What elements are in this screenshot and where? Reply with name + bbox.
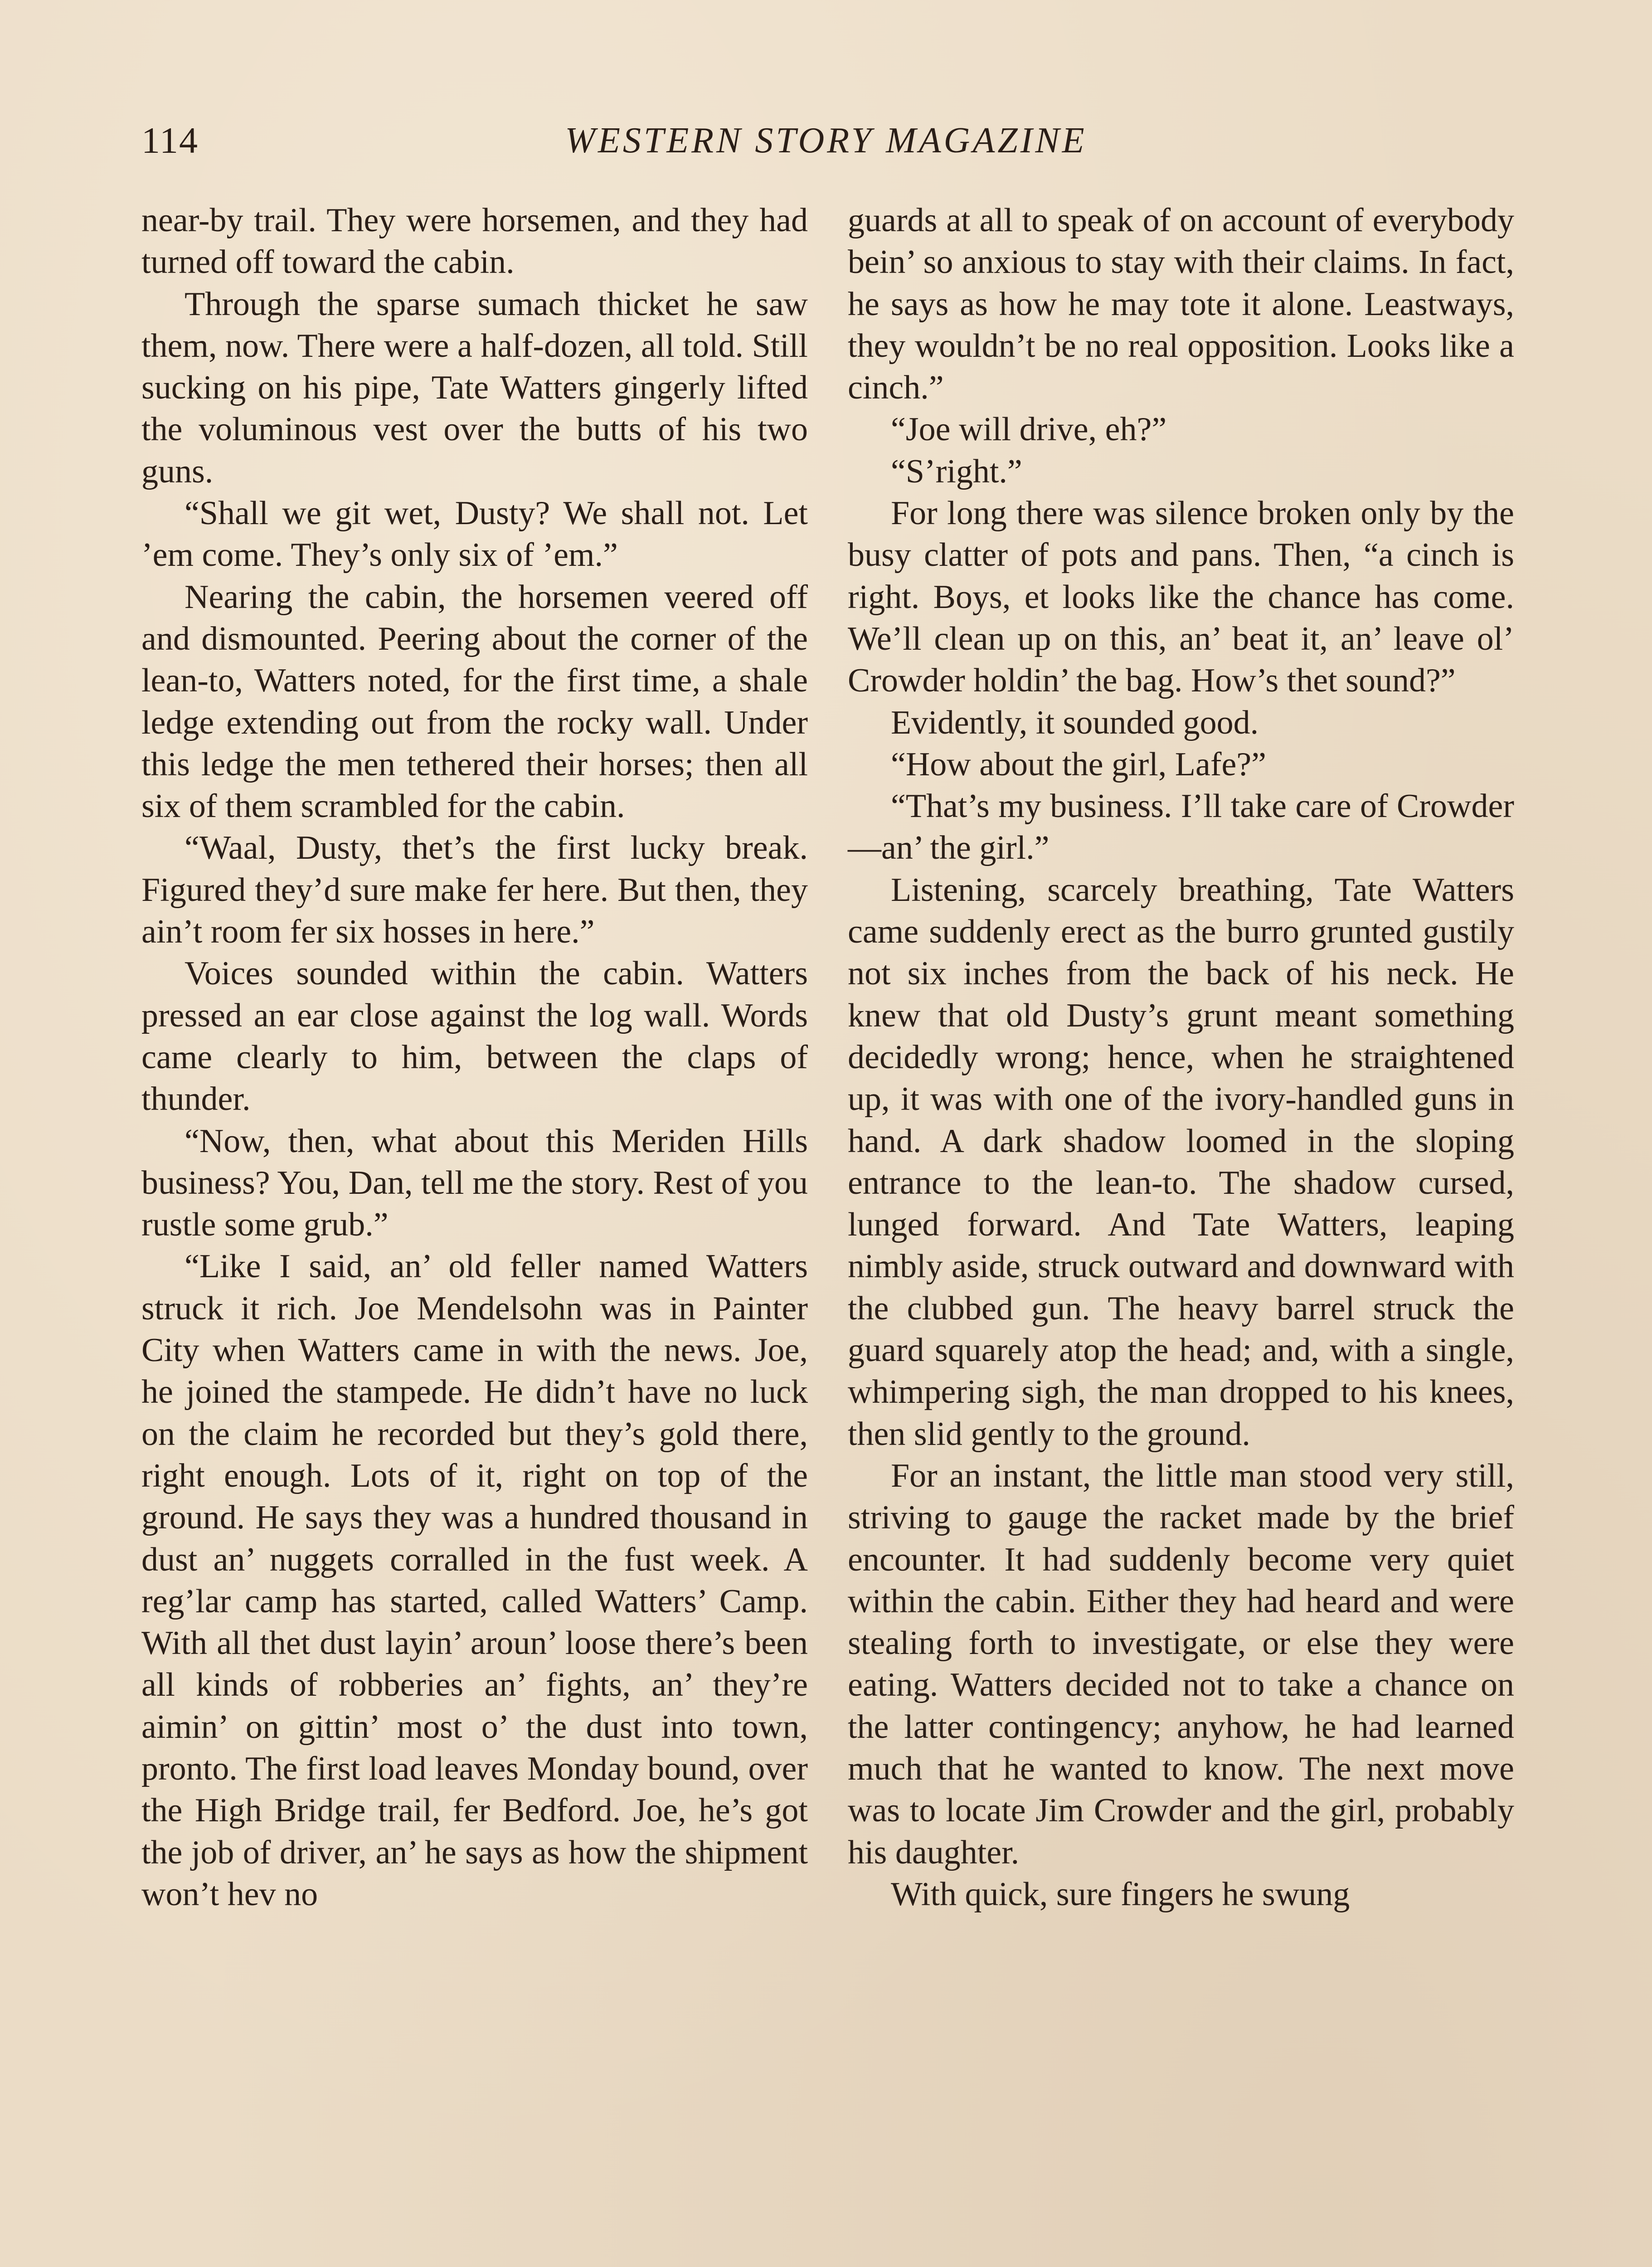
paragraph: “Shall we git wet, Dusty? We shall not. Let ’em come. They’s only six of ’em.” — [141, 495, 808, 574]
paragraph: Through the sparse sumach thicket he saw them, now. There were a half-dozen, all told. Still sucking on his pipe, Tate Watters gingerly lifted the voluminous vest over the butts of his two guns. — [141, 285, 808, 490]
paragraph: “How about the girl, Lafe?” — [891, 745, 1267, 783]
paragraph: Nearing the cabin, the horsemen veered off and dismounted. Peering about the corner of the lean-to, Watters noted, for the first time, a shale ledge extending out from the rocky wall. Under this ledge the men tethered their horses; then all six of them scrambled for the cabin. — [141, 578, 808, 825]
paragraph: “Now, then, what about this Meriden Hills business? You, Dan, tell me the story. Rest of you rustle some grub.” — [141, 1122, 808, 1244]
paragraph: With quick, sure fingers he swung — [891, 1875, 1350, 1913]
paragraph: “Like I said, an’ old feller named Watters struck it rich. Joe Mendelsohn was in Painter City when Watters came in with the news. Joe, he joined the stampede. He didn’t have no luck on the claim he recorded but they’s gold there, right enough. Lots of it, right on top of the ground. He says they was a hundred thousand in dust an’ nuggets corralled in the fust week. A reg’lar camp has started, called Watters’ Camp. With all thet dust layin’ aroun’ loose there’s been all kinds of robberies an’ fights, an’ they’re aimin’ on gittin’ most o’ the dust into town, pronto. The first load leaves Monday bound, over the High Bridge trail, fer Bedford. Joe, he’s got the job of driver, an’ he says as how the shipment won’t hev no — [141, 1248, 808, 1913]
page-number: 114 — [141, 120, 199, 161]
paragraph: For an instant, the little man stood very still, striving to gauge the racket made by the brief encounter. It had suddenly become very quiet within the cabin. Either they had heard and were stealing forth to investigate, or else they were eating. Watters decided not to take a chance on the latter contingency; anyhow, he had learned much that he wanted to know. The next move was to locate Jim Crowder and the girl, probably his daughter. — [848, 1457, 1514, 1871]
magazine-title: WESTERN STORY MAGAZINE — [565, 121, 1087, 161]
paragraph: Voices sounded within the cabin. Watters pressed an ear close against the log wall. Words came clearly to him, between the claps of thunder. — [141, 955, 808, 1118]
paragraph: Listening, scarcely breathing, Tate Watters came suddenly erect as the burro grunted gustily not six inches from the back of his neck. He knew that old Dusty’s grunt meant something decidedly wrong; hence, when he straightened up, it was with one of the ivory-handled guns in hand. A dark shadow loomed in the sloping entrance to the lean-to. The shadow cursed, lunged forward. And Tate Watters, leaping nimbly aside, struck outward and downward with the clubbed gun. The heavy barrel struck the guard squarely atop the head; and, with a single, whimpering sigh, the man dropped to his knees, then slid gently to the ground. — [848, 871, 1514, 1453]
paragraph: “S’right.” — [891, 452, 1022, 490]
paragraph: “Joe will drive, eh?” — [891, 411, 1167, 448]
running-head — [141, 116, 1511, 170]
paragraph: guards at all to speak of on account of everybody bein’ so anxious to stay with their claims. In fact, he says as how he may tote it alone. Leastways, they wouldn’t be no real opposition. Looks like a cinch.” — [848, 202, 1514, 407]
left-column — [141, 199, 808, 1915]
paragraph: “Waal, Dusty, thet’s the first lucky break. Figured they’d sure make fer here. But then, they ain’t room fer six hosses in here.” — [141, 829, 808, 951]
paragraph: near-by trail. They were horsemen, and they had turned off toward the cabin. — [141, 202, 808, 281]
paragraph: “That’s my business. I’ll take care of Crowder—an’ the girl.” — [848, 788, 1514, 867]
paragraph: For long there was silence broken only by the busy clatter of pots and pans. Then, “a cinch is right. Boys, et looks like the chance has come. We’ll clean up on this, an’ beat it, an’ leave ol’ Crowder holdin’ the bag. How’s thet sound?” — [848, 495, 1514, 700]
paragraph: Evidently, it sounded good. — [891, 704, 1259, 741]
right-column — [848, 199, 1514, 1915]
